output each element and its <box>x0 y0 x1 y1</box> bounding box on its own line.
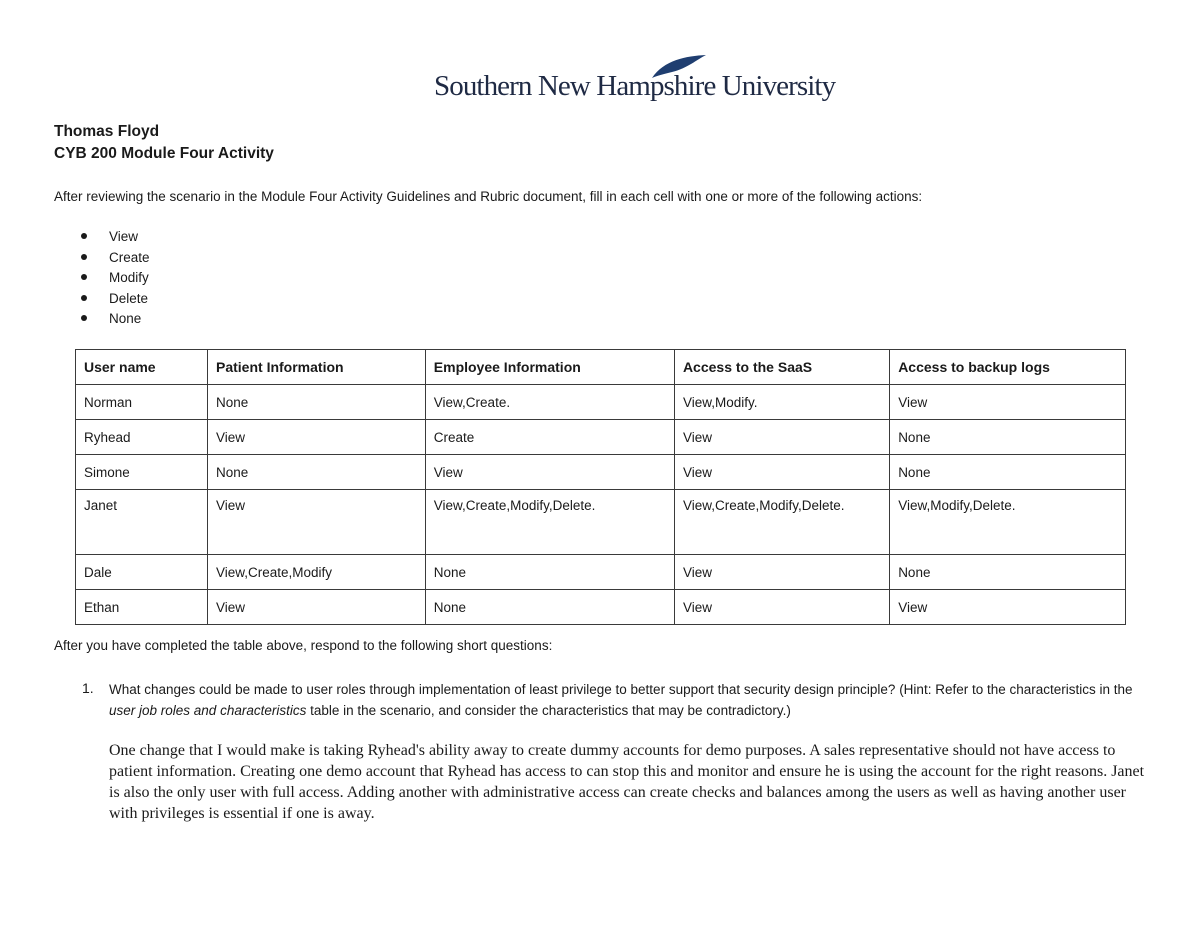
user-name-cell: Simone <box>76 455 208 490</box>
permission-cell: View <box>674 590 889 625</box>
permission-cell: View <box>890 590 1126 625</box>
table-row <box>76 555 1126 590</box>
user-name-cell: Ryhead <box>76 420 208 455</box>
permission-cell: View <box>208 590 426 625</box>
permission-cell: None <box>425 555 674 590</box>
action-label: View <box>109 229 139 244</box>
table-row <box>76 385 1126 420</box>
permission-cell: View,Create,Modify,Delete. <box>425 490 674 555</box>
action-label: Modify <box>109 270 149 285</box>
permission-cell: View <box>674 420 889 455</box>
table-row <box>76 455 1126 490</box>
table-row <box>76 590 1126 625</box>
permission-cell: View,Create,Modify,Delete. <box>674 490 889 555</box>
action-label: Create <box>109 249 150 265</box>
permission-cell: View <box>674 555 889 590</box>
permission-cell: None <box>208 385 426 420</box>
instructions-text: After reviewing the scenario in the Module Four Activity Guidelines and Rubric document, fill in each cell with one or more of the following actions: <box>54 189 923 204</box>
question-text <box>109 679 1149 721</box>
answer-paragraph: One change that I would make is taking Ryhead's ability away to create dummy accounts for demo purposes. A sales representative should not have access to patient information. Creating one demo account that Ryhead has access to can stop this and monitor and ensure he is using the account for the right reasons. Janet is also the only user with full access. Adding another with administrative access can create checks and balances among the users as well as having another user with privileges is essential if one is away. <box>109 742 1145 822</box>
permission-cell: None <box>208 455 426 490</box>
permission-cell: View,Create. <box>425 385 674 420</box>
permission-cell: Create <box>425 420 674 455</box>
bullet-icon <box>81 233 87 239</box>
permission-cell: View <box>208 420 426 455</box>
question-text-italic: user job roles and characteristics <box>109 703 307 718</box>
question-text-start: What changes could be made to user roles through implementation of least privilege to better support that security design principle? (Hint: Refer to the characteristics in the <box>109 682 1133 697</box>
table-header-row <box>76 350 1126 385</box>
permission-cell: None <box>425 590 674 625</box>
action-label: None <box>109 311 142 326</box>
user-name-cell: Norman <box>76 385 208 420</box>
table-row <box>76 420 1126 455</box>
bullet-icon <box>81 274 87 280</box>
permission-cell: View <box>425 455 674 490</box>
column-header: Employee Information <box>425 350 674 385</box>
column-header: User name <box>76 350 208 385</box>
permissions-table <box>75 349 1126 625</box>
question-number: 1. <box>82 680 94 696</box>
university-logo <box>434 54 836 106</box>
action-label: Delete <box>109 290 149 306</box>
table-row <box>76 490 1126 555</box>
permission-cell: View,Modify,Delete. <box>890 490 1126 555</box>
user-name-cell: Janet <box>76 490 208 555</box>
permission-cell: View,Create,Modify <box>208 555 426 590</box>
permission-cell: View <box>208 490 426 555</box>
permission-cell: View,Modify. <box>674 385 889 420</box>
column-header: Access to backup logs <box>890 350 1126 385</box>
user-name-cell: Ethan <box>76 590 208 625</box>
permission-cell: View <box>674 455 889 490</box>
permission-cell: View <box>890 385 1126 420</box>
permission-cell: None <box>890 420 1126 455</box>
column-header: Access to the SaaS <box>674 350 889 385</box>
user-name-cell: Dale <box>76 555 208 590</box>
bullet-icon <box>81 315 87 321</box>
author-name: Thomas Floyd <box>54 123 160 140</box>
logo-text: Southern New Hampshire University <box>434 70 836 102</box>
bullet-icon <box>81 295 87 301</box>
column-header: Patient Information <box>208 350 426 385</box>
bullet-icon <box>81 254 87 260</box>
permission-cell: None <box>890 555 1126 590</box>
course-title: CYB 200 Module Four Activity <box>54 145 274 162</box>
question-text-end: table in the scenario, and consider the characteristics that may be contradictory.) <box>306 703 791 718</box>
questions-intro: After you have completed the table above, respond to the following short questions: <box>54 638 553 653</box>
permission-cell: None <box>890 455 1126 490</box>
